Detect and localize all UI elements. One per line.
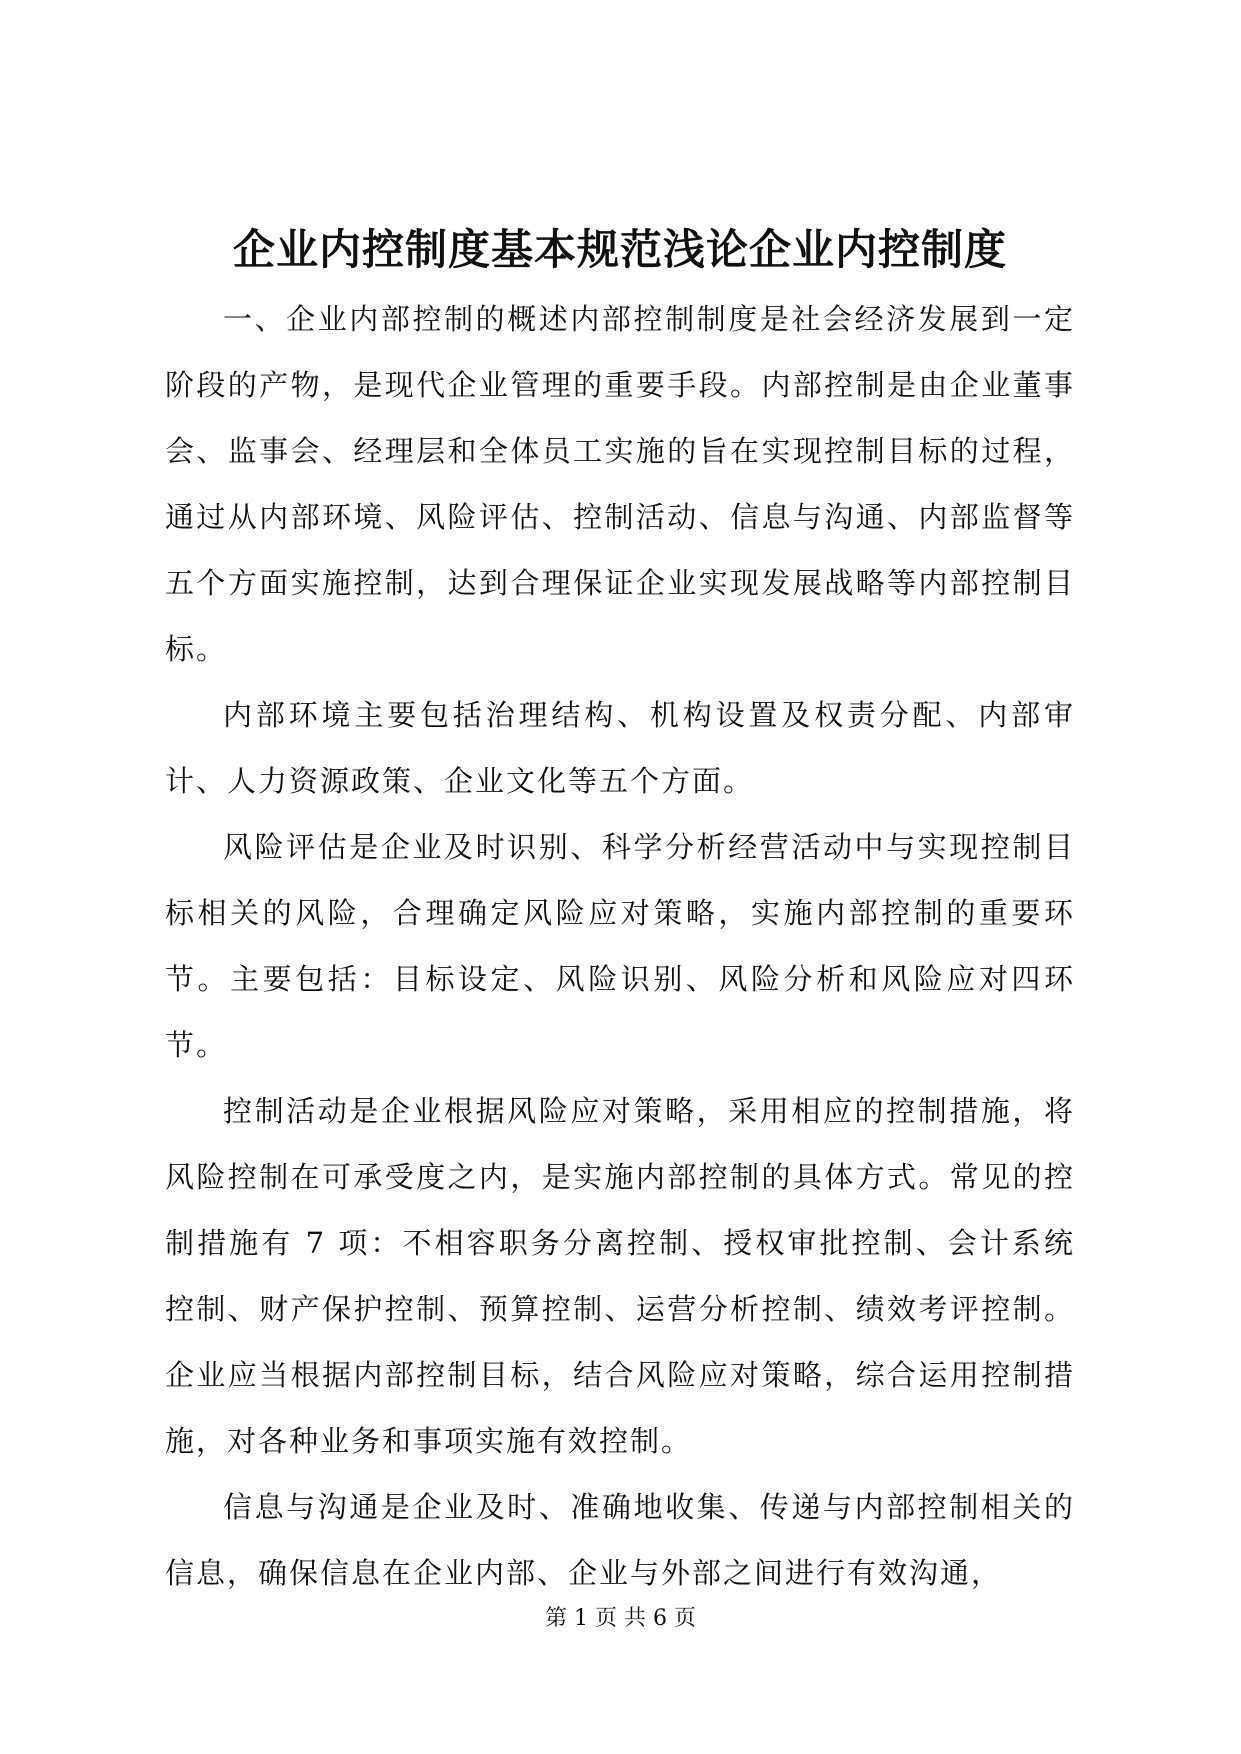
paragraph-internal-environment: 内部环境主要包括治理结构、机构设置及权责分配、内部审计、人力资源政策、企业文化等五个方面。	[165, 698, 1075, 798]
document-title: 企业内控制度基本规范浅论企业内控制度	[232, 225, 1007, 274]
paragraph-risk-assessment: 风险评估是企业及时识别、科学分析经营活动中与实现控制目标相关的风险，合理确定风险应对策略，实施内部控制的重要环节。主要包括：目标设定、风险识别、风险分析和风险应对四环节。	[165, 830, 1075, 1062]
page-number-footer: 第 1 页 共 6 页	[545, 1606, 696, 1631]
document-body	[165, 286, 1075, 1606]
paragraph-control-activities: 控制活动是企业根据风险应对策略，采用相应的控制措施，将风险控制在可承受度之内，是实施内部控制的具体方式。常见的控制措施有 7 项：不相容职务分离控制、授权审批控制、会计系统控制、财产保护控制、预算控制、运营分析控制、绩效考评控制。企业应当根据内部控制目标，结合风险应对策略，综合运用控制措施，对各种业务和事项实施有效控制。	[165, 1094, 1075, 1458]
paragraph-information-communication: 信息与沟通是企业及时、准确地收集、传递与内部控制相关的信息，确保信息在企业内部、企业与外部之间进行有效沟通，	[165, 1490, 1075, 1590]
paragraph-overview: 一、企业内部控制的概述内部控制制度是社会经济发展到一定阶段的产物，是现代企业管理的重要手段。内部控制是由企业董事会、监事会、经理层和全体员工实施的旨在实现控制目标的过程，通过从内部环境、风险评估、控制活动、信息与沟通、内部监督等五个方面实施控制，达到合理保证企业实现发展战略等内部控制目标。	[165, 302, 1075, 666]
